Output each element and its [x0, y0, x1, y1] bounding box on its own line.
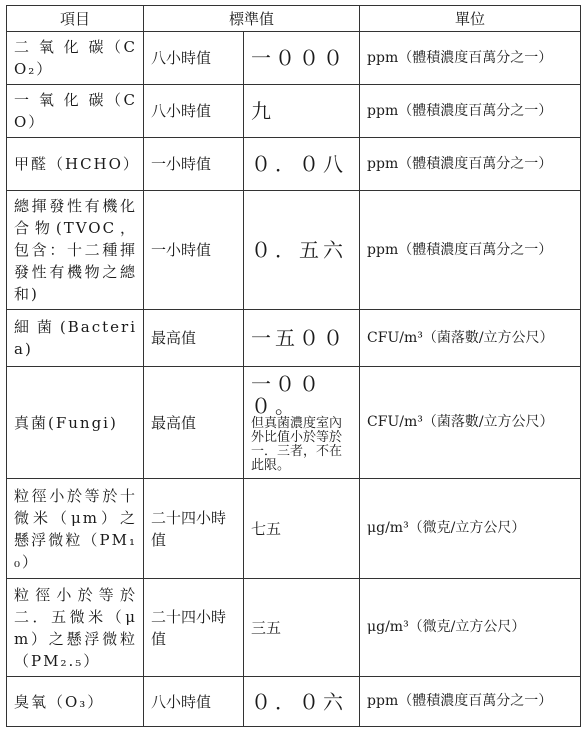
period-cell: 二十四小時值	[144, 579, 244, 677]
item-cell: 粒徑小於等於十微米（μm）之懸浮微粒（PM₁₀）	[7, 479, 144, 579]
item-cell: 臭氧（O₃）	[7, 677, 144, 727]
unit-cell: ppm（體積濃度百萬分之一）	[360, 138, 581, 191]
table-row	[7, 191, 581, 310]
value-main: 一０００。	[251, 371, 323, 418]
item-cell: 粒徑小於等於二．五微米（μm）之懸浮微粒（PM₂.₅）	[7, 579, 144, 677]
item-cell: 甲醛（HCHO）	[7, 138, 144, 191]
period-cell: 一小時值	[144, 138, 244, 191]
unit-cell: CFU/m³（菌落數/立方公尺）	[360, 310, 581, 367]
table-row	[7, 677, 581, 727]
unit-cell: ppm（體積濃度百萬分之一）	[360, 191, 581, 310]
period-cell: 最高值	[144, 310, 244, 367]
unit-cell: CFU/m³（菌落數/立方公尺）	[360, 367, 581, 479]
period-cell: 八小時值	[144, 85, 244, 138]
unit-cell: ppm（體積濃度百萬分之一）	[360, 677, 581, 727]
value-cell: 三五	[244, 579, 360, 677]
item-cell: 二 氧 化 碳（CO₂）	[7, 32, 144, 85]
value-cell	[244, 367, 360, 479]
period-cell: 一小時值	[144, 191, 244, 310]
value-cell: ０．０六	[244, 677, 360, 727]
header-unit: 單位	[360, 6, 581, 32]
header-standard: 標準值	[144, 6, 360, 32]
period-cell: 八小時值	[144, 677, 244, 727]
period-cell: 二十四小時值	[144, 479, 244, 579]
item-cell: 真菌(Fungi)	[7, 367, 144, 479]
header-item: 項目	[7, 6, 144, 32]
item-cell: 一 氧 化 碳（CO）	[7, 85, 144, 138]
unit-cell: μg/m³（微克/立方公尺）	[360, 579, 581, 677]
air-quality-standards-table	[6, 5, 581, 727]
value-cell: 一五００	[244, 310, 360, 367]
value-cell: ０．０八	[244, 138, 360, 191]
period-cell: 八小時值	[144, 32, 244, 85]
value-note: 但真菌濃度室內外比值小於等於一．三者，不在此限。	[251, 415, 343, 473]
value-cell: 一０００	[244, 32, 360, 85]
table-row	[7, 579, 581, 677]
item-cell: 細菌(Bacteria)	[7, 310, 144, 367]
table-row	[7, 32, 581, 85]
value-cell: 七五	[244, 479, 360, 579]
table-row	[7, 138, 581, 191]
table-row	[7, 85, 581, 138]
table-row	[7, 310, 581, 367]
unit-cell: μg/m³（微克/立方公尺）	[360, 479, 581, 579]
item-cell: 總揮發性有機化合物(TVOC，包含：十二種揮發性有機物之總和)	[7, 191, 144, 310]
unit-cell: ppm（體積濃度百萬分之一）	[360, 85, 581, 138]
table-row	[7, 479, 581, 579]
value-cell: 九	[244, 85, 360, 138]
value-cell: ０．五六	[244, 191, 360, 310]
table-row	[7, 367, 581, 479]
table-header-row	[7, 6, 581, 32]
period-cell: 最高值	[144, 367, 244, 479]
unit-cell: ppm（體積濃度百萬分之一）	[360, 32, 581, 85]
